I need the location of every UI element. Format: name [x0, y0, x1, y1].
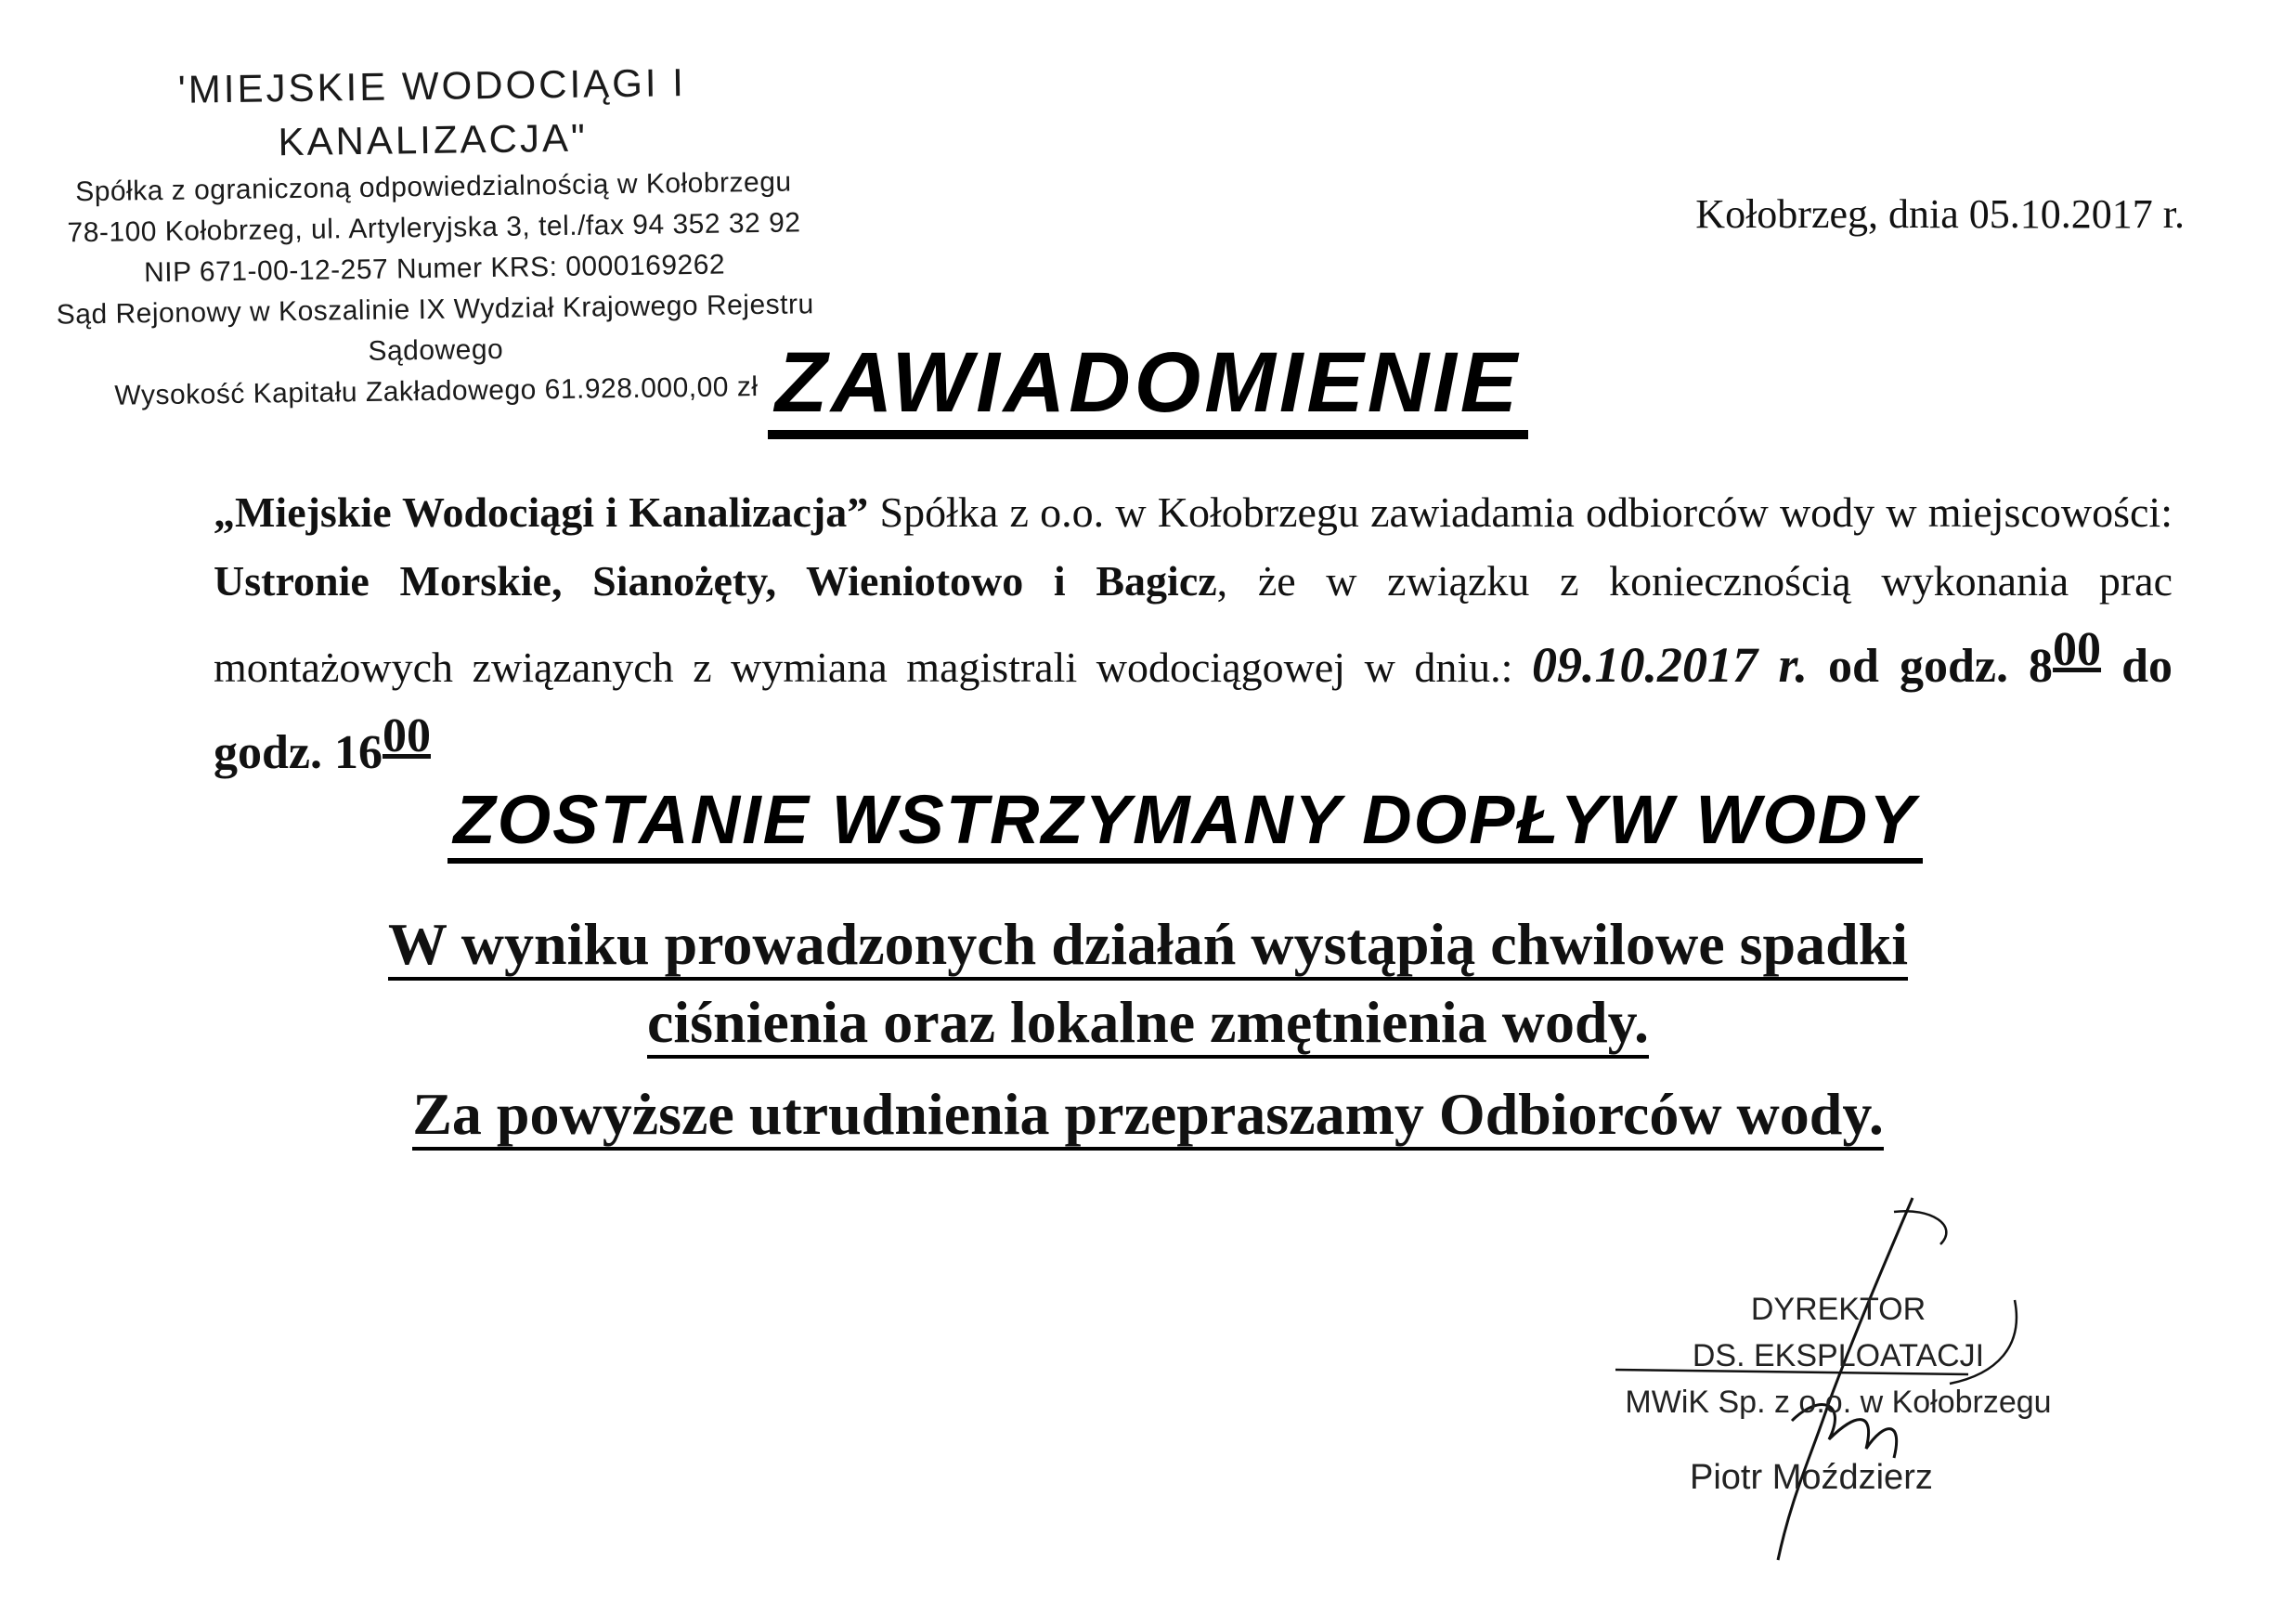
body-text-2: , że w związku z koniecznością wykonania prac montażowych związanych z wymiana magistrali wodociągowej w dniu.:: [214, 557, 2173, 691]
time-to: do godz. 16: [214, 640, 2173, 779]
notice-line-1: W wyniku prowadzonych działań wystąpią chwilowe spadki: [388, 911, 1908, 981]
subtitle: [37, 780, 2296, 859]
signatory-name: Piotr Moździerz: [1690, 1458, 1933, 1497]
subtitle-text: ZOSTANIE WSTRZYMANY DOPŁYW WODY: [448, 781, 1922, 864]
time-from: od godz. 8: [1808, 640, 2054, 693]
stamp-company-name: 'MIEJSKIE WODOCIĄGI I KANALIZACJA": [177, 60, 687, 164]
apology: [0, 1075, 2296, 1153]
place-last: Bagicz: [1096, 557, 1217, 605]
outage-date: 09.10.2017 r.: [1531, 637, 1809, 693]
stamp-line: Spółka z ograniczoną odpowiedzialnością w Kołobrzegu: [74, 166, 792, 208]
body-paragraph: [214, 478, 2173, 788]
time-to-minutes: 00: [383, 709, 431, 762]
company-name: „Miejskie Wodociągi i Kanalizacja”: [214, 488, 869, 536]
document-date: Kołobrzeg, dnia 05.10.2017 r.: [1695, 191, 2185, 237]
document-title: [0, 334, 2296, 432]
notice-line-2: ciśnienia oraz lokalne zmętnienia wody.: [647, 989, 1649, 1059]
body-text-1: Spółka z o.o. w Kołobrzegu zawiadamia odbiorców wody w miejscowości:: [868, 488, 2173, 536]
title-text: ZAWIADOMIENIE: [768, 335, 1528, 439]
signature-company: MWiK Sp. z o.o. w Kołobrzegu: [1625, 1385, 2052, 1420]
signature-block: [1597, 1286, 2080, 1425]
stamp-line: 78-100 Kołobrzeg, ul. Artyleryjska 3, tel./fax 94 352 32 92: [67, 207, 801, 249]
stamp-line: Sąd Rejonowy w Koszalinie IX Wydział Krajowego Rejestru Sądowego: [56, 289, 814, 367]
signature-department: DS. EKSPLOATACJI: [1692, 1338, 1985, 1373]
stamp-line: Wysokość Kapitału Zakładowego 61.928.000,00 zł: [114, 371, 759, 411]
signature-title: DYREKTOR: [1750, 1292, 1926, 1327]
places: Ustronie Morskie, Sianożęty, Wieniotowo: [214, 557, 1024, 605]
stamp-line: NIP 671-00-12-257 Numer KRS: 0000169262: [143, 249, 726, 289]
notice-line-3: Za powyższe utrudnienia przepraszamy Odbiorców wody.: [412, 1081, 1884, 1151]
notice-block: [0, 905, 2296, 1061]
time-from-minutes: 00: [2053, 623, 2102, 676]
conjunction: i: [1023, 557, 1096, 605]
